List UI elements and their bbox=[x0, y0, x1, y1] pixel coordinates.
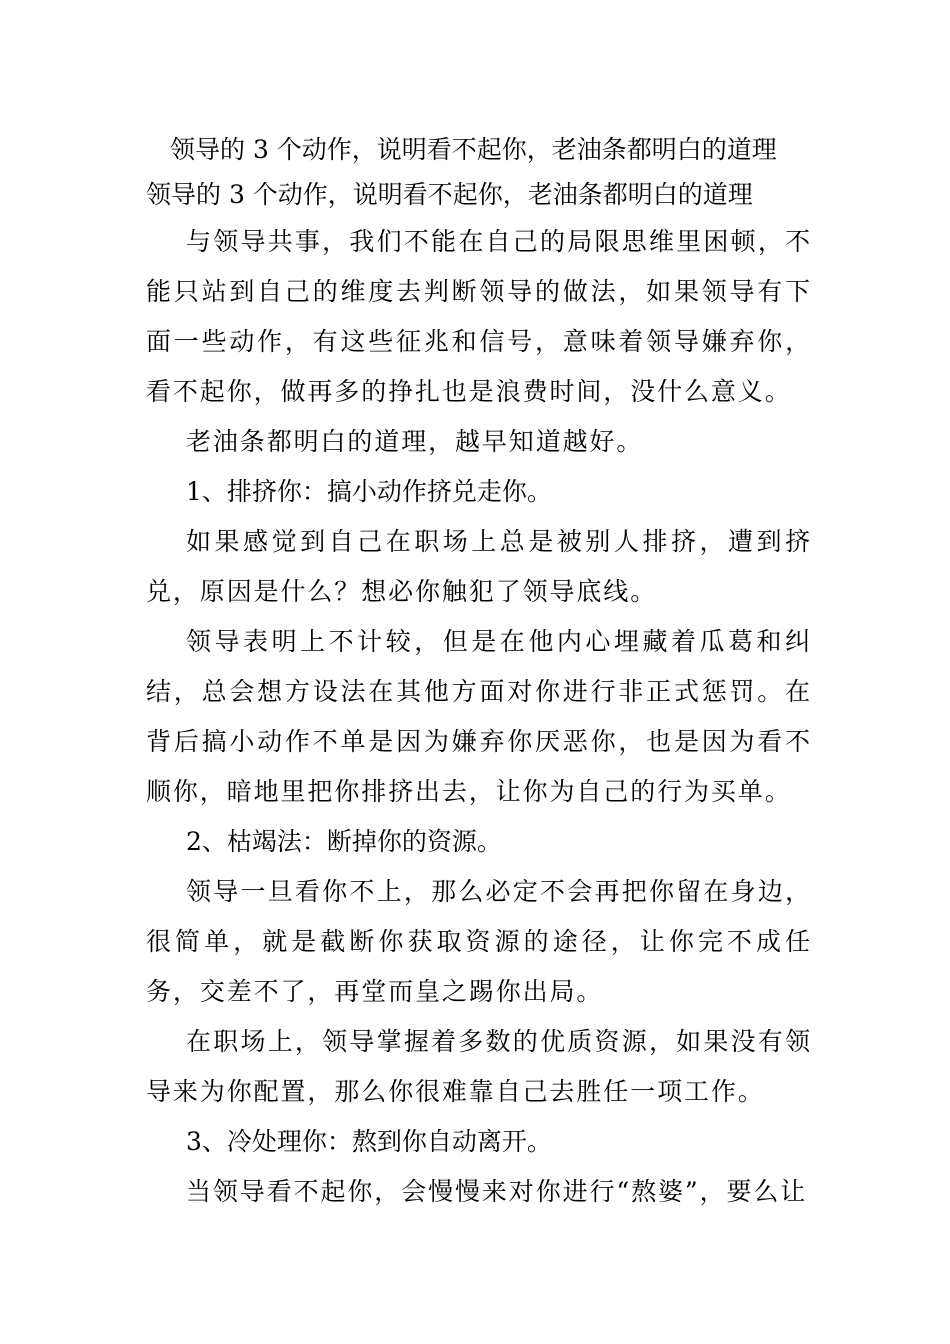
paragraph-summary: 老油条都明白的道理，越早知道越好。 bbox=[186, 427, 644, 456]
paragraph-intro: 与领导共事，我们不能在自己的局限思维里困顿，不能只站到自己的维度去判断领导的做法，如果领导有下面一些动作，有这些征兆和信号，意味着领导嫌弃你，看不起你，做再多的挣扎也是浪费时间，没什么意义。 bbox=[146, 227, 812, 406]
paragraph-section-3a: 当领导看不起你，会慢慢来对你进行“熬婆”，要么让 bbox=[186, 1177, 808, 1206]
paragraph-section-1b: 领导表明上不计较，但是在他内心埋藏着瓜葛和纠结，总会想方设法在其他方面对你进行非正式惩罚。在背后搞小动作不单是因为嫌弃你厌恶你，也是因为看不顺你，暗地里把你排挤出去，让你为自己的行为买单。 bbox=[146, 627, 812, 806]
section-heading-3: 3、冷处理你：熬到你自动离开。 bbox=[186, 1127, 552, 1156]
document-subtitle: 领导的 3 个动作，说明看不起你，老油条都明白的道理 bbox=[146, 180, 753, 209]
paragraph-section-1a: 如果感觉到自己在职场上总是被别人排挤，遭到挤兑，原因是什么？想必你触犯了领导底线。 bbox=[146, 527, 812, 606]
document-body bbox=[146, 127, 812, 1217]
section-heading-1: 1、排挤你：搞小动作挤兑走你。 bbox=[186, 477, 552, 506]
paragraph-section-2b: 在职场上，领导掌握着多数的优质资源，如果没有领导来为你配置，那么你很难靠自己去胜任一项工作。 bbox=[146, 1027, 812, 1106]
document-title: 领导的 3 个动作，说明看不起你，老油条都明白的道理 bbox=[170, 135, 777, 164]
paragraph-section-2a: 领导一旦看你不上，那么必定不会再把你留在身边，很简单，就是截断你获取资源的途径，让你完不成任务，交差不了，再堂而皇之踢你出局。 bbox=[146, 877, 812, 1006]
section-heading-2: 2、枯竭法：断掉你的资源。 bbox=[186, 827, 502, 856]
